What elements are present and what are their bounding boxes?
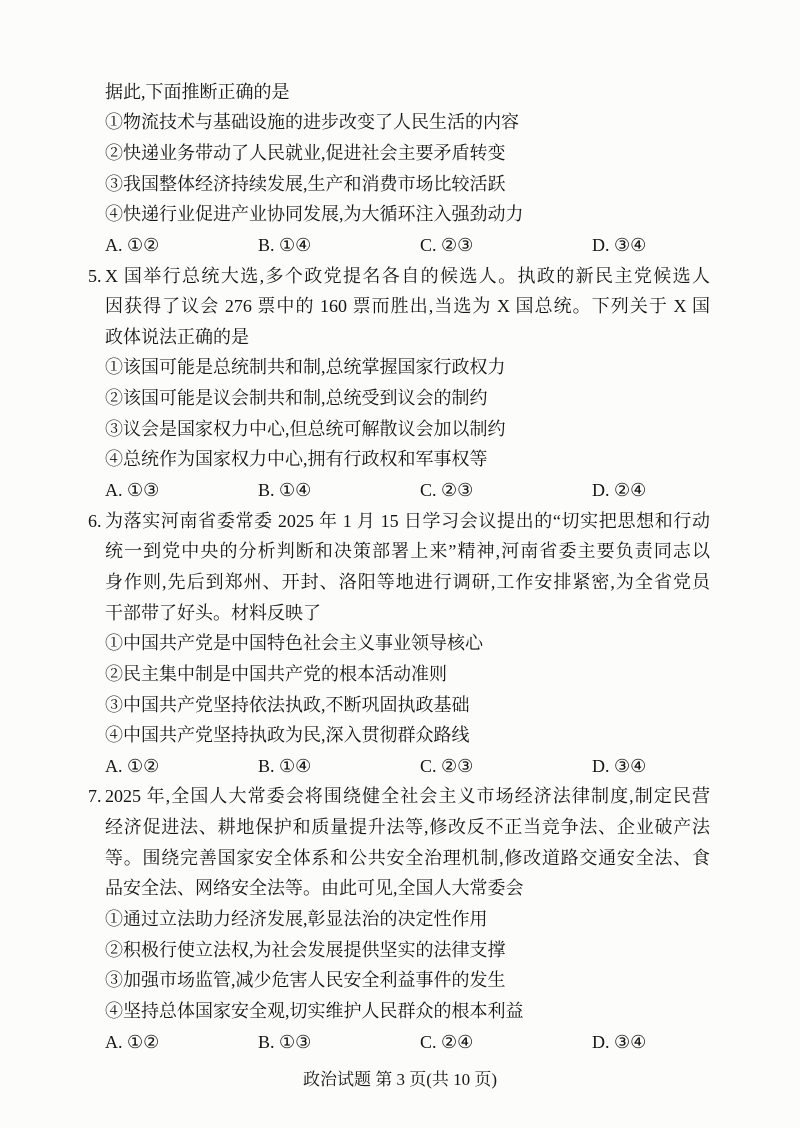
question-5 [0,261,800,506]
question-7 [0,781,800,1057]
statement-1: ①该国可能是总统制共和制,总统掌握国家行政权力 [105,357,506,378]
option-c: C. ②③ [420,755,474,776]
page-footer: 政治试题 第 3 页(共 10 页) [302,1070,498,1089]
option-b: B. ①③ [258,1031,312,1052]
option-c: C. ②④ [420,1031,474,1052]
stem-line: 统一到党中央的分析判断和决策部署上来”精神,河南省委主要负责同志以 [105,541,710,562]
question-6 [0,506,800,782]
statement-2: ②该国可能是议会制共和制,总统受到议会的制约 [105,388,488,409]
options-row [0,475,800,506]
exam-page-content [0,77,800,1058]
option-b: B. ①④ [258,234,312,255]
option-a: A. ①② [105,234,160,255]
statement-4: ④中国共产党坚持执政为民,深入贯彻群众路线 [105,725,470,746]
stem-line: 品安全法、网络安全法等。由此可见,全国人大常委会 [105,878,524,899]
question-first-line [0,261,800,292]
stem-line: 经济促进法、耕地保护和质量提升法等,修改反不正当竞争法、企业破产法 [105,817,710,838]
statement-3: ③我国整体经济持续发展,生产和消费市场比较活跃 [105,173,506,194]
option-c: C. ②③ [420,480,474,501]
option-d: D. ②④ [592,480,647,501]
stem-line: 2025 年,全国人大常委会将围绕健全社会主义市场经济法律制度,制定民营 [105,786,710,807]
option-a: A. ①② [105,1031,160,1052]
question-first-line [0,506,800,537]
statement-4: ④快递行业促进产业协同发展,为大循环注入强劲动力 [105,204,524,225]
question-4-continuation [0,77,800,261]
statement-3: ③中国共产党坚持依法执政,不断巩固执政基础 [105,694,470,715]
statement-2: ②快递业务带动了人民就业,促进社会主要矛盾转变 [105,142,506,163]
stem-line: 据此,下面推断正确的是 [105,81,290,102]
option-d: D. ③④ [592,1031,647,1052]
options-row [0,751,800,782]
option-d: D. ③④ [592,234,647,255]
statement-3: ③议会是国家权力中心,但总统可解散议会加以制约 [105,418,506,439]
stem-line: 等。围绕完善国家安全体系和公共安全治理机制,修改道路交通安全法、食 [105,847,710,868]
stem-line: 政体说法正确的是 [105,326,249,347]
question-number: 7. [88,786,102,807]
statement-4: ④坚持总体国家安全观,切实维护人民群众的根本利益 [105,1000,524,1021]
stem-line: 因获得了议会 276 票中的 160 票而胜出,当选为 X 国总统。下列关于 X 国 [105,296,710,317]
question-number: 5. [88,265,102,286]
statement-2: ②积极行使立法权,为社会发展提供坚实的法律支撑 [105,939,506,960]
statement-1: ①物流技术与基础设施的进步改变了人民生活的内容 [105,112,519,133]
question-number: 6. [88,510,102,531]
option-a: A. ①③ [105,480,160,501]
stem-line: 干部带了好头。材料反映了 [105,602,321,623]
options-row [0,230,800,261]
option-b: B. ①④ [258,755,312,776]
options-row [0,1027,800,1058]
option-c: C. ②③ [420,234,474,255]
stem-line: 身作则,先后到郑州、开封、洛阳等地进行调研,工作安排紧密,为全省党员 [105,571,710,592]
option-a: A. ①② [105,755,160,776]
statement-1: ①中国共产党是中国特色社会主义事业领导核心 [105,633,483,654]
statement-4: ④总统作为国家权力中心,拥有行政权和军事权等 [105,449,488,470]
statement-2: ②民主集中制是中国共产党的根本活动准则 [105,663,447,684]
statement-1: ①通过立法助力经济发展,彰显法治的决定性作用 [105,908,488,929]
statement-3: ③加强市场监管,减少危害人民安全利益事件的发生 [105,970,506,991]
option-b: B. ①④ [258,480,312,501]
stem-line: 为落实河南省委常委 2025 年 1 月 15 日学习会议提出的“切实把思想和行动 [105,510,710,531]
stem-line: X 国举行总统大选,多个政党提名各自的候选人。执政的新民主党候选人 [105,265,710,286]
question-first-line [0,781,800,812]
option-d: D. ③④ [592,755,647,776]
